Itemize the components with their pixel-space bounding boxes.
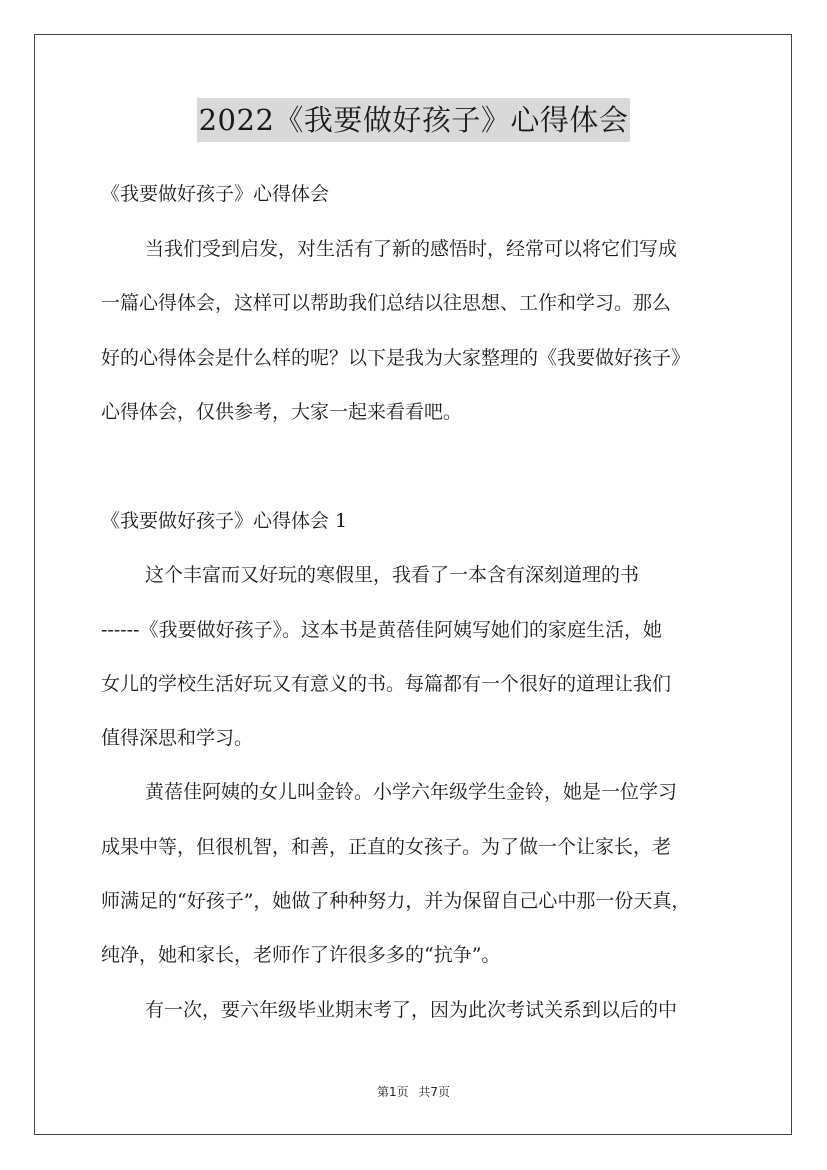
title-container bbox=[0, 98, 827, 142]
page-number: 第1页 bbox=[376, 1085, 409, 1099]
page-footer bbox=[0, 1084, 827, 1100]
section-heading: 《我要做好孩子》心得体会 bbox=[101, 183, 330, 205]
paragraph-line: 成果中等，但很机智，和善，正直的女孩子。为了做一个让家长，老 bbox=[101, 836, 672, 858]
paragraph-line: 有一次，要六年级毕业期末考了，因为此次考试关系到以后的中 bbox=[145, 999, 678, 1021]
document-title: 2022《我要做好孩子》心得体会 bbox=[197, 98, 631, 142]
paragraph-line: 好的心得体会是什么样的呢？以下是我为大家整理的《我要做好孩子》 bbox=[101, 347, 691, 369]
page-total: 共7页 bbox=[418, 1085, 451, 1099]
section-heading: 《我要做好孩子》心得体会 1 bbox=[101, 510, 348, 532]
paragraph-line: 纯净，她和家长，老师作了许很多多的“抗争”。 bbox=[101, 944, 501, 966]
paragraph-line: 一篇心得体会，这样可以帮助我们总结以往思想、工作和学习。那么 bbox=[101, 292, 672, 314]
paragraph-line: ------《我要做好孩子》。这本书是黄蓓佳阿姨写她们的家庭生活，她 bbox=[101, 619, 663, 641]
paragraph-line: 值得深思和学习。 bbox=[101, 727, 254, 749]
paragraph-line: 当我们受到启发，对生活有了新的感悟时，经常可以将它们写成 bbox=[145, 238, 678, 260]
paragraph-line: 黄蓓佳阿姨的女儿叫金铃。小学六年级学生金铃，她是一位学习 bbox=[145, 781, 678, 803]
paragraph-line: 师满足的“好孩子”，她做了种种努力，并为保留自己心中那一份天真， bbox=[101, 890, 691, 912]
paragraph-line: 这个丰富而又好玩的寒假里，我看了一本含有深刻道理的书 bbox=[145, 564, 640, 586]
paragraph-line: 女儿的学校生活好玩又有意义的书。每篇都有一个很好的道理让我们 bbox=[101, 673, 672, 695]
paragraph-line: 心得体会，仅供参考，大家一起来看看吧。 bbox=[101, 401, 463, 423]
